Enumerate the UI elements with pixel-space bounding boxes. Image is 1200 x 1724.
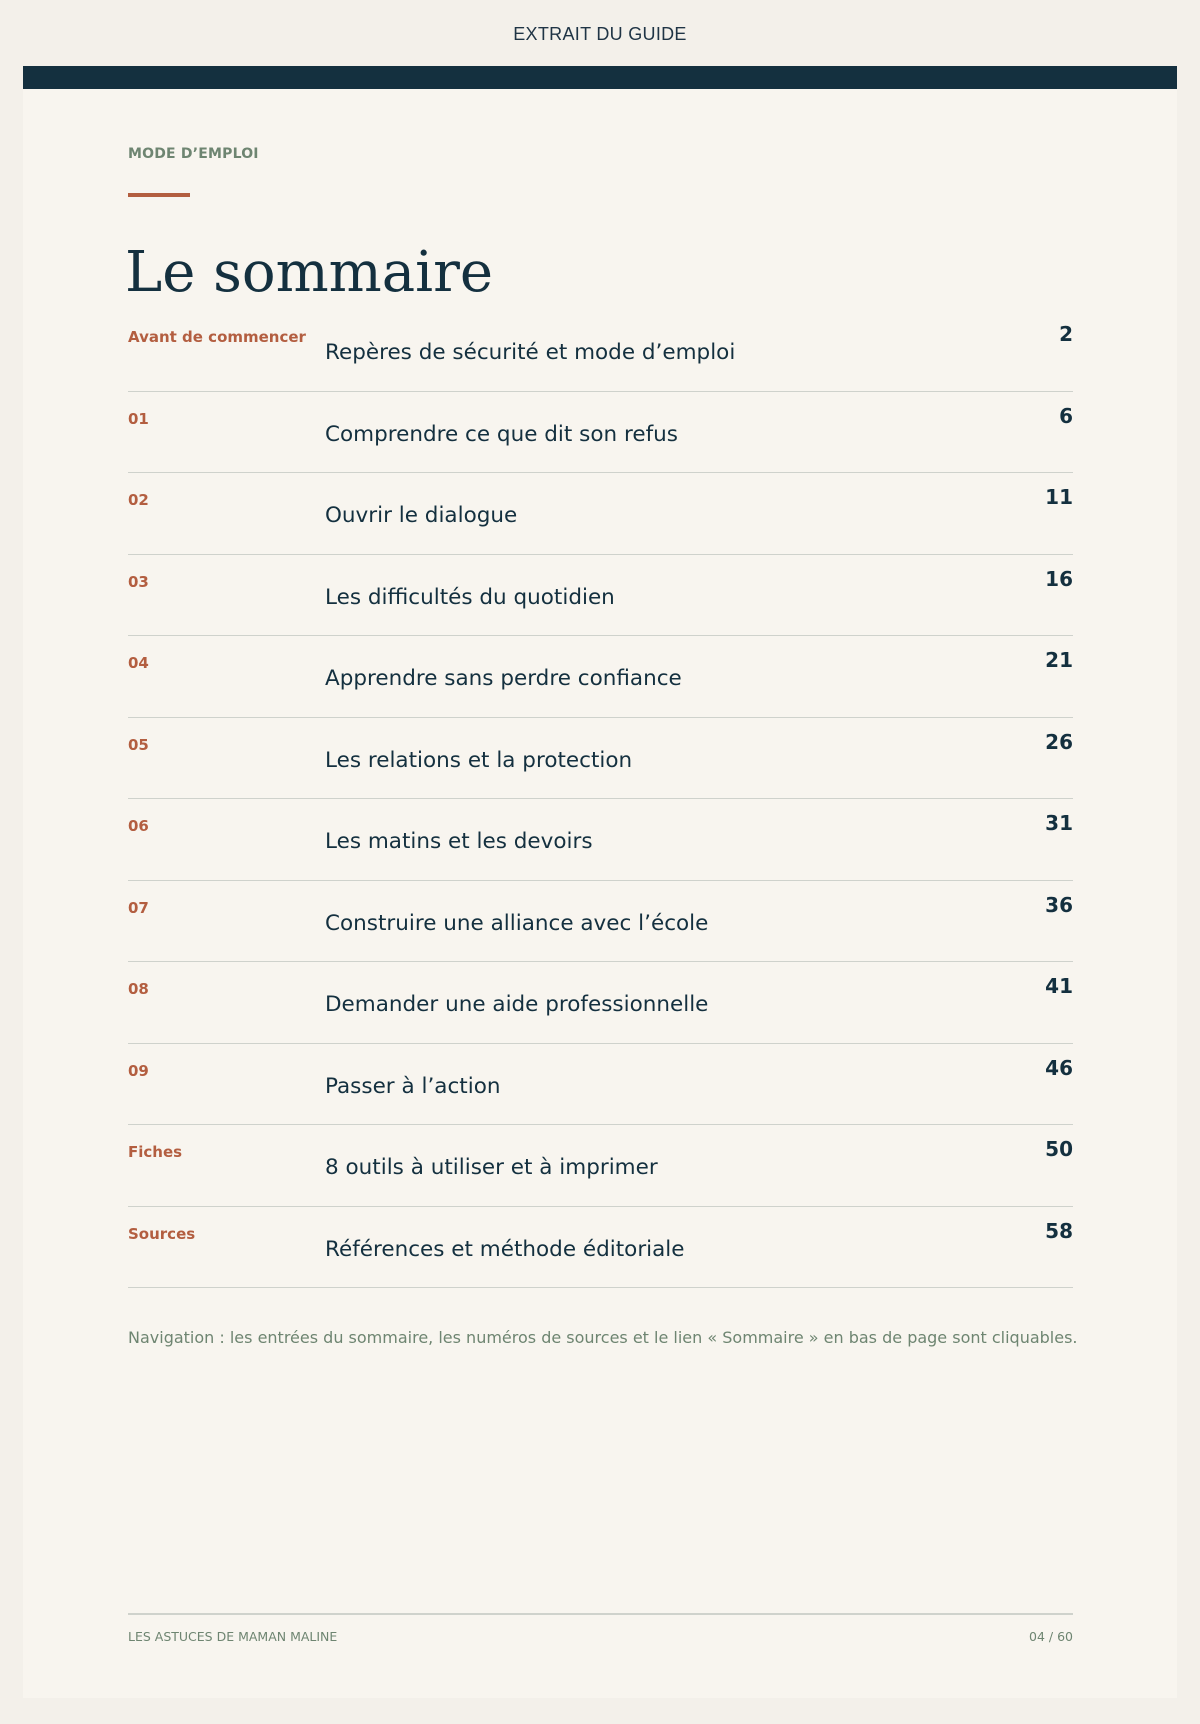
toc-entry-kicker: 08 [128, 980, 149, 998]
toc-entry-page-number[interactable]: 2 [1059, 322, 1073, 346]
toc-entry[interactable] [128, 962, 1073, 1044]
toc-entry[interactable] [128, 310, 1073, 392]
toc-entry[interactable] [128, 392, 1073, 474]
toc-entry-page-number[interactable]: 41 [1045, 974, 1073, 998]
toc-entry-kicker: Fiches [128, 1143, 183, 1161]
footer-brand: LES ASTUCES DE MAMAN MALINE [128, 1629, 338, 1644]
toc-entry-page-number[interactable]: 50 [1045, 1137, 1073, 1161]
toc-entry-kicker: 04 [128, 654, 149, 672]
toc-entry-kicker: 05 [128, 735, 149, 754]
toc-entry[interactable] [128, 1044, 1073, 1126]
toc-entry[interactable] [128, 881, 1073, 963]
toc-entry[interactable] [128, 473, 1073, 555]
toc-entry-page-number[interactable]: 16 [1045, 566, 1073, 591]
navigation-note: Navigation : les entrées du sommaire, les numéros de sources et le lien « Sommaire » en bas de page sont cliquables. [128, 1328, 1078, 1347]
toc-entry-title[interactable]: Demander une aide professionnelle [325, 992, 709, 1017]
toc-entry-kicker: 07 [128, 898, 149, 917]
toc-entry-kicker: 02 [128, 491, 149, 509]
toc-entry-title[interactable]: Les matins et les devoirs [325, 829, 593, 854]
toc-entry-page-number[interactable]: 46 [1045, 1055, 1073, 1080]
toc-entry-kicker: 06 [128, 817, 149, 835]
toc-entry-kicker: 09 [128, 1061, 149, 1080]
toc-entry-title[interactable]: 8 outils à utiliser et à imprimer [325, 1155, 658, 1180]
header-band [23, 66, 1177, 89]
toc-entry-page-number[interactable]: 58 [1045, 1218, 1073, 1243]
toc-entry[interactable] [128, 636, 1073, 718]
toc-entry-kicker: Sources [128, 1224, 196, 1243]
page-title: Le sommaire [125, 240, 493, 305]
footer-divider [128, 1613, 1073, 1615]
toc-entry-page-number[interactable]: 6 [1059, 403, 1073, 428]
toc-entry-page-number[interactable]: 36 [1045, 892, 1073, 917]
guide-page [23, 66, 1177, 1698]
toc-entry[interactable] [128, 718, 1073, 800]
toc-entry-kicker: Avant de commencer [128, 328, 306, 346]
toc-entry-title[interactable]: Ouvrir le dialogue [325, 503, 518, 528]
accent-rule [128, 193, 190, 197]
toc-entry[interactable] [128, 1125, 1073, 1207]
document-top-label: EXTRAIT DU GUIDE [513, 24, 687, 44]
toc-entry[interactable] [128, 799, 1073, 881]
toc-entry-title[interactable]: Passer à l’action [325, 1073, 501, 1099]
toc-entry-page-number[interactable]: 11 [1045, 485, 1073, 509]
toc-entry[interactable] [128, 1207, 1073, 1289]
table-of-contents [128, 310, 1073, 1288]
section-kicker: MODE D’EMPLOI [128, 146, 259, 162]
toc-entry-title[interactable]: Repères de sécurité et mode d’emploi [325, 340, 736, 365]
toc-entry-kicker: 03 [128, 572, 149, 591]
toc-entry-page-number[interactable]: 31 [1045, 811, 1073, 835]
toc-entry-title[interactable]: Apprendre sans perdre confiance [325, 666, 682, 691]
toc-entry-page-number[interactable]: 21 [1045, 648, 1073, 672]
toc-entry-title[interactable]: Les difficultés du quotidien [325, 584, 615, 610]
toc-entry-title[interactable]: Les relations et la protection [325, 747, 633, 773]
footer-page-number: 04 / 60 [1029, 1629, 1073, 1644]
toc-entry-title[interactable]: Comprendre ce que dit son refus [325, 421, 678, 447]
toc-entry-page-number[interactable]: 26 [1045, 729, 1073, 754]
toc-entry-kicker: 01 [128, 409, 149, 428]
toc-entry[interactable] [128, 555, 1073, 637]
toc-entry-title[interactable]: Construire une alliance avec l’école [325, 910, 709, 936]
toc-entry-title[interactable]: Références et méthode éditoriale [325, 1236, 685, 1262]
